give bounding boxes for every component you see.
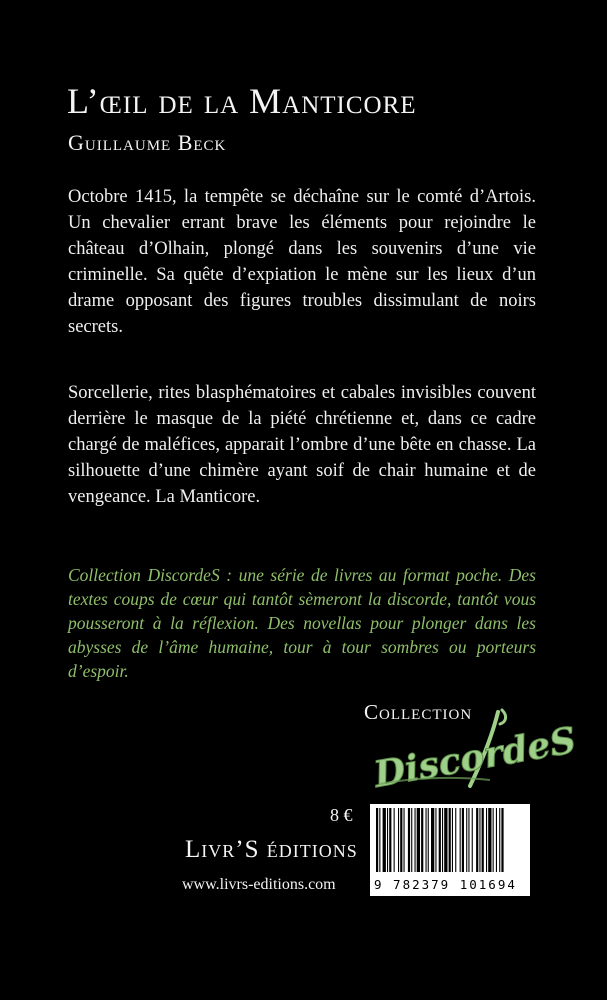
synopsis-paragraph-1: Octobre 1415, la tempête se déchaîne sur le comté d’Artois. Un chevalier errant brave les éléments pour rejoindre le château d’Olhain, plongé dans les souvenirs d’une vie criminelle. Sa quête d’expiation le mène sur les lieux d’un drame opposant des figures troubles dissimulant de noirs secrets. (68, 187, 536, 337)
barcode-bars (374, 808, 526, 874)
barcode-bar (387, 808, 388, 872)
barcode-bar (426, 808, 427, 872)
book-price: 8 € (330, 805, 353, 825)
barcode-bar (439, 808, 441, 872)
barcode-bar (444, 808, 447, 872)
collection-label: Collection (364, 700, 473, 724)
synopsis-paragraph-2: Sorcellerie, rites blasphématoires et cabales invisibles couvent derrière le masque de la piété chrétienne et, dans ce cadre chargé de maléfices, apparait l’ombre d’une bête en chasse. La silhouette d’une chimère ayant soif de chair humaine et de vengeance. La Manticore. (68, 383, 536, 507)
discordes-logo (370, 706, 580, 796)
barcode-bar (488, 808, 491, 872)
barcode-bar (442, 808, 443, 872)
barcode-bar (466, 808, 467, 872)
barcode-bar (476, 808, 478, 872)
barcode-bar (389, 808, 391, 872)
collection-description: Collection DiscordeS : une série de livres au format poche. Des textes coups de cœur qui tantôt sèmeront la discorde, tantôt vous pousseront à la réflexion. Des novellas pour plonger dans les abysses de l’âme humaine, tour à tour sombres ou porteurs d’espoir. (68, 565, 536, 681)
barcode-bar (449, 808, 451, 872)
barcode-bar (394, 808, 395, 872)
publisher-website: www.livrs-editions.com (182, 876, 336, 893)
isbn-barcode (370, 804, 530, 896)
barcode-bar (417, 808, 420, 872)
barcode-bar (379, 808, 380, 872)
barcode-bar (411, 808, 412, 872)
barcode-bar (383, 808, 386, 872)
barcode-bar (431, 808, 434, 872)
book-author: Guillaume Beck (68, 130, 227, 155)
barcode-bar (455, 808, 456, 872)
barcode-bar (468, 808, 469, 872)
barcode-bar (496, 808, 497, 872)
barcode-bar (486, 808, 487, 872)
barcode-bar (408, 808, 410, 872)
isbn-digits: 9 782379 101694 (374, 877, 517, 892)
barcode-bar (479, 808, 480, 872)
logo-text: DiscordeS (370, 719, 580, 796)
book-title: L’œil de la Manticore (67, 81, 417, 121)
barcode-bar (435, 808, 436, 872)
barcode-bar (493, 808, 494, 872)
barcode-bar (404, 808, 405, 872)
barcode-bar (415, 808, 416, 872)
barcode-bar (501, 808, 503, 872)
barcode-bar (499, 808, 500, 872)
barcode-bar (400, 808, 402, 872)
barcode-bar (472, 808, 473, 872)
barcode-bar (462, 808, 464, 872)
barcode-bar (482, 808, 484, 872)
publisher-name: Livr’S éditions (185, 836, 358, 863)
barcode-bar (460, 808, 461, 872)
barcode-bar (452, 808, 453, 872)
barcode-bar (428, 808, 429, 872)
barcode-bar (376, 808, 378, 872)
barcode-bar (421, 808, 423, 872)
barcode-bar (398, 808, 399, 872)
